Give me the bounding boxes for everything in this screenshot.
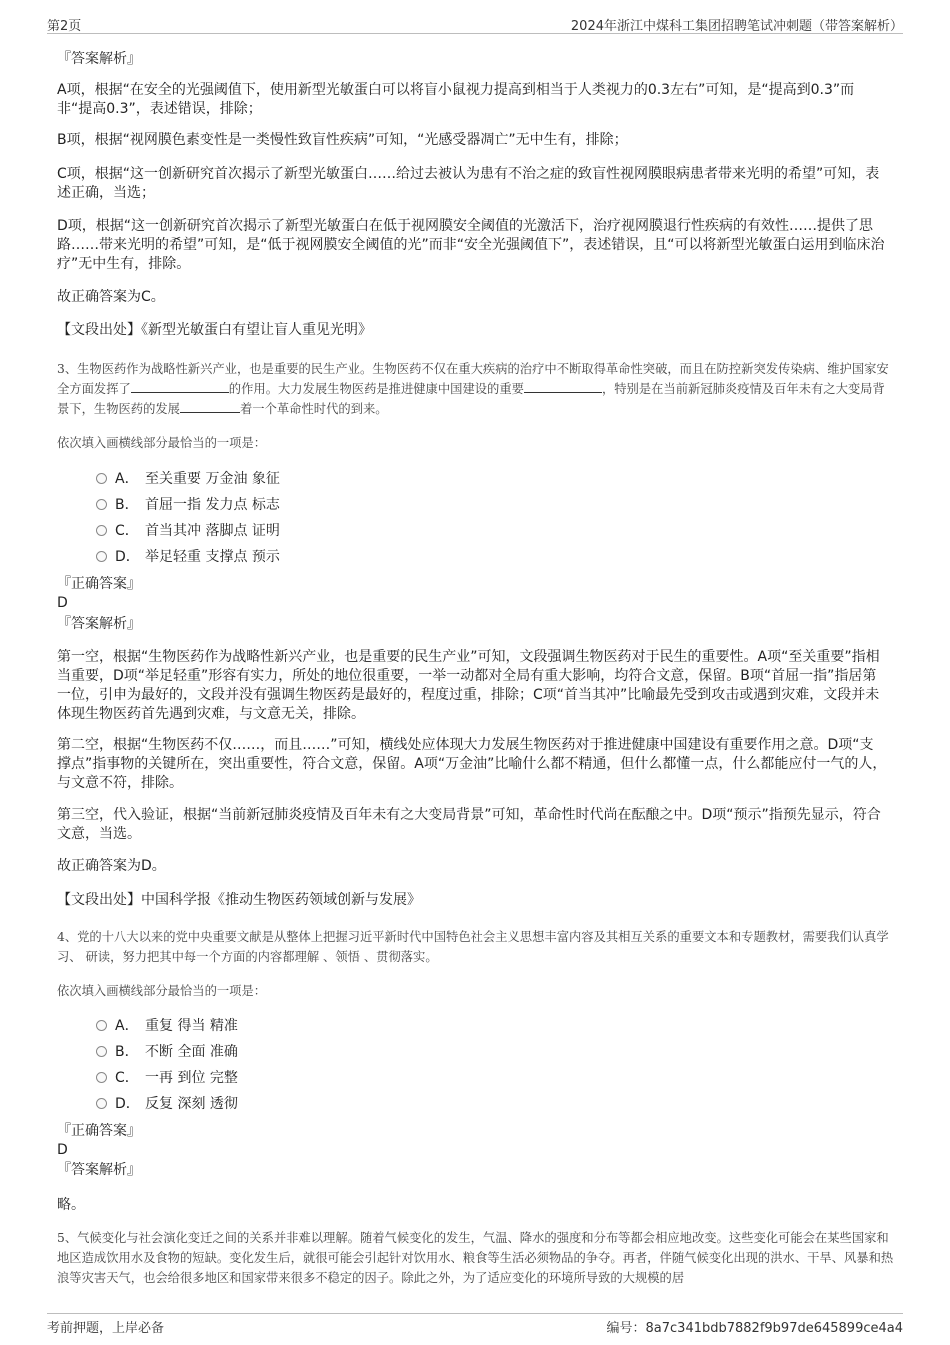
- q3-source: 【文段出处】中国科学报《推动生物医药领域创新与发展》: [57, 892, 421, 908]
- page-number: 第2页: [47, 19, 82, 34]
- q3-hint: 依次填入画横线部分最恰当的一项是：: [57, 436, 267, 450]
- document-title: 2024年浙江中煤科工集团招聘笔试冲刺题（带答案解析）: [570, 19, 903, 34]
- radio-icon[interactable]: [96, 1020, 107, 1031]
- q4-stem: 4、党的十八大以来的党中央重要文献是从整体上把握习近平新时代中国特色社会主义思想丰富内容及其相互关系的重要文本和专题教材，需要我们认真学习、 研读，努力把其中每一个方面的内容都理解 、领悟 、贯彻落实。: [57, 930, 889, 964]
- q4-analysis-label: 『答案解析』: [57, 1162, 141, 1178]
- q3-option-d[interactable]: D． 举足轻重 支撑点 预示: [96, 547, 280, 567]
- footer-slogan: 考前押题，上岸必备: [47, 1321, 165, 1336]
- q3-answer: D: [57, 595, 68, 611]
- q3-conclusion: 故正确答案为D。: [57, 858, 166, 874]
- q3-option-b[interactable]: B． 首屈一指 发力点 标志: [96, 495, 280, 515]
- q4-option-d[interactable]: D． 反复 深刻 透彻: [96, 1094, 238, 1114]
- q2-source: 【文段出处】《新型光敏蛋白有望让盲人重见光明》: [57, 322, 372, 338]
- q2-analysis-para-c: C项，根据“这一创新研究首次揭示了新型光敏蛋白……给过去被认为患有不治之症的致盲性视网膜眼病患者带来光明的希望”可知，表述正确，当选；: [57, 166, 880, 201]
- q3-option-a[interactable]: A． 至关重要 万金油 象征: [96, 469, 280, 489]
- radio-icon[interactable]: [96, 473, 107, 484]
- radio-icon[interactable]: [96, 1098, 107, 1109]
- q4-option-c[interactable]: C． 一再 到位 完整: [96, 1068, 238, 1088]
- blank-line: [131, 380, 229, 393]
- q3-analysis-para-3: 第三空，代入验证，根据“当前新冠肺炎疫情及百年未有之大变局背景”可知，革命性时代尚在酝酿之中。D项“预示”指预先显示，符合文意，当选。: [57, 807, 881, 842]
- q4-option-a[interactable]: A． 重复 得当 精准: [96, 1016, 238, 1036]
- blank-line: [180, 400, 240, 413]
- q3-analysis-label: 『答案解析』: [57, 616, 141, 632]
- q4-option-b[interactable]: B． 不断 全面 准确: [96, 1042, 238, 1062]
- q3-option-c[interactable]: C． 首当其冲 落脚点 证明: [96, 521, 280, 541]
- q4-analysis: 略。: [57, 1197, 85, 1213]
- q2-analysis-para-d: D项，根据“这一创新研究首次揭示了新型光敏蛋白在低于视网膜安全阈值的光激活下，治疗视网膜退行性疾病的有效性……提供了思路……带来光明的希望”可知，是“低于视网膜安全阈值的光”而非“安全光强阈值下”，表述错误，且“可以将新型光敏蛋白运用到临床治疗”无中生有，排除。: [57, 218, 885, 272]
- radio-icon[interactable]: [96, 1072, 107, 1083]
- q4-answer-label: 『正确答案』: [57, 1123, 141, 1139]
- footer-code: 编号：8a7c341bdb7882f9b97de645899ce4a4: [606, 1321, 903, 1336]
- q2-conclusion: 故正确答案为C。: [57, 289, 165, 305]
- q4-hint: 依次填入画横线部分最恰当的一项是：: [57, 984, 267, 998]
- q2-analysis-para-a: A项，根据“在安全的光强阈值下，使用新型光敏蛋白可以将盲小鼠视力提高到相当于人类视力的0.3左右”可知，是“提高到0.3”而非“提高0.3”，表述错误，排除；: [57, 82, 855, 117]
- q3-analysis-para-1: 第一空，根据“生物医药作为战略性新兴产业，也是重要的民生产业”可知，文段强调生物医药对于民生的重要性。A项“至关重要”指相当重要，D项“举足轻重”形容有实力，所处的地位很重要，一举一动都对全局有重大影响，均符合文意，保留。B项“首屈一指”指居第一位，引申为最好的，文段并没有强调生物医药是最好的，程度过重，排除；C项“首当其冲”比喻最先受到攻击或遇到灾难，文段并未体现生物医药首先遇到灾难，与文意无关，排除。: [57, 649, 880, 722]
- q2-analysis-label: 『答案解析』: [57, 51, 141, 67]
- q3-stem: 3、生物医药作为战略性新兴产业，也是重要的民生产业。生物医药不仅在重大疾病的治疗中不断取得革命性突破，而且在防控新突发传染病、维护国家安全方面发挥了 的作用。大力发展生物医药是推进健康中国建设的重要 ，特别是在当前新冠肺炎疫情及百年未有之大变局背景下，生物医药的发展 着一个革命性时代的到来。: [57, 362, 889, 416]
- q3-answer-label: 『正确答案』: [57, 576, 141, 592]
- blank-line: [524, 380, 602, 393]
- q2-analysis-para-b: B项，根据“视网膜色素变性是一类慢性致盲性疾病”可知，“光感受器凋亡”无中生有，排除；: [57, 132, 628, 148]
- radio-icon[interactable]: [96, 499, 107, 510]
- radio-icon[interactable]: [96, 1046, 107, 1057]
- q4-answer: D: [57, 1142, 68, 1158]
- radio-icon[interactable]: [96, 551, 107, 562]
- page-header: [47, 13, 903, 34]
- page-footer: [47, 1313, 903, 1336]
- q3-analysis-para-2: 第二空，根据“生物医药不仅……，而且……”可知，横线处应体现大力发展生物医药对于推进健康中国建设有重要作用之意。D项“支撑点”指事物的关键所在，突出重要性，符合文意，保留。A项“万金油”比喻什么都不精通，但什么都懂一点，什么都能应付一气的人，与文意不符，排除。: [57, 737, 887, 791]
- radio-icon[interactable]: [96, 525, 107, 536]
- q5-stem: 5、气候变化与社会演化变迁之间的关系并非难以理解。随着气候变化的发生，气温、降水的强度和分布等都会相应地改变。这些变化可能会在某些国家和地区造成饮用水及食物的短缺。变化发生后，就很可能会引起针对饮用水、粮食等生活必须物品的争夺。再者，伴随气候变化出现的洪水、干旱、风暴和热浪等灾害天气，也会给很多地区和国家带来很多不稳定的因子。除此之外，为了适应变化的环境所导致的大规模的居: [57, 1231, 894, 1285]
